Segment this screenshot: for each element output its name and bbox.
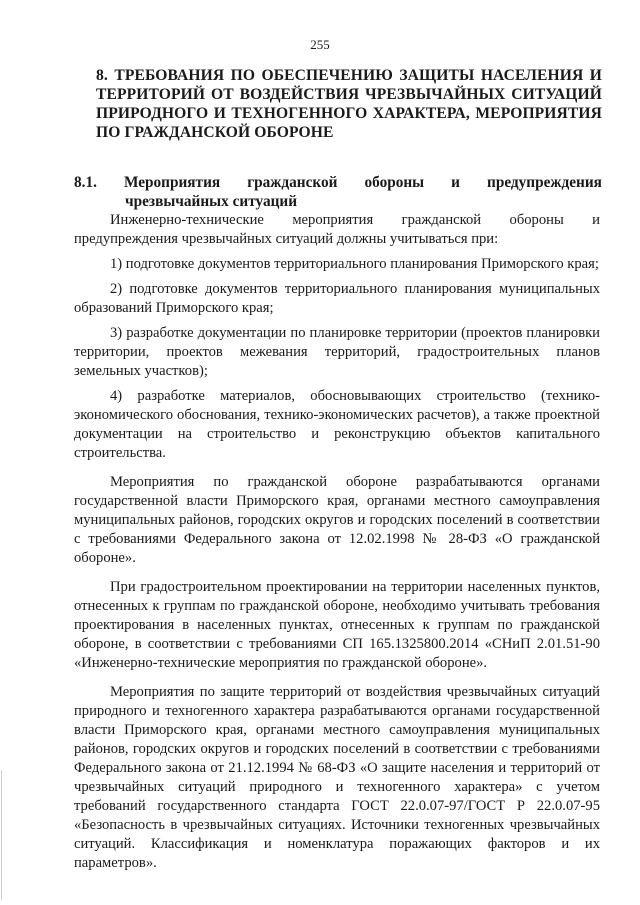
list-item: 3) разработке документации по планировке территории (проектов планировки территории, проектов межевания территорий, градостроительных планов земельных участков); bbox=[74, 325, 600, 379]
paragraph: При градостроительном проектировании на территории населенных пунктов, отнесенных к группам по гражданской обороне, необходимо учитывать требования проектирования в населенных пунктах, отнесенных к группам по гражданской обороне, в соответствии с требованиями СП 165.1325800.2014 «СНиП 2.01.51-90 «Инженерно-технические мероприятия по гражданской обороне». bbox=[74, 579, 600, 671]
list-item: 2) подготовке документов территориального планирования муниципальных образований Приморского края; bbox=[74, 281, 600, 316]
paragraph: Мероприятия по гражданской обороне разрабатываются органами государственной власти Приморского края, органами местного самоуправления муниципальных районов, городских округов и городских поселений в соответствии с требованиями Федерального закона от 12.02.1998 № 28-ФЗ «О гражданской обороне». bbox=[74, 474, 600, 566]
paragraph: Инженерно-технические мероприятия гражданской обороны и предупреждения чрезвычайных ситуаций должны учитываться при: bbox=[74, 212, 600, 247]
subsection-word: гражданской bbox=[247, 174, 338, 191]
scan-edge-line bbox=[1, 770, 2, 900]
list-item: 4) разработке материалов, обосновывающих строительство (технико-экономического обоснования, технико-экономических расчетов), а также проектной документации на строительство и реконструкцию объектов капитального строительства. bbox=[74, 388, 600, 461]
subsection-heading-line2: чрезвычайных ситуаций bbox=[125, 193, 298, 210]
section-heading: 8. ТРЕБОВАНИЯ ПО ОБЕСПЕЧЕНИЮ ЗАЩИТЫ НАСЕЛЕНИЯ И ТЕРРИТОРИЙ ОТ ВОЗДЕЙСТВИЯ ЧРЕЗВЫЧАЙНЫХ СИТУАЦИЙ ПРИРОДНОГО И ТЕХНОГЕННОГО ХАРАКТЕРА, МЕРОПРИЯТИЯ ПО ГРАЖДАНСКОЙ ОБОРОНЕ bbox=[96, 67, 602, 141]
subsection-word: Мероприятия bbox=[123, 174, 221, 191]
subsection-word: и bbox=[451, 174, 460, 191]
page-number: 255 bbox=[310, 37, 330, 52]
paragraph: Мероприятия по защите территорий от воздействия чрезвычайных ситуаций природного и техногенного характера разрабатываются органами государственной власти Приморского края, органами местного самоуправления муниципальных районов, городских округов и городских поселений в соответствии с требованиями Федерального закона от 21.12.1994 № 68-ФЗ «О защите населения и территорий от чрезвычайных ситуаций природного и техногенного характера» с учетом требований государственного стандарта ГОСТ 22.0.07-97/ГОСТ Р 22.0.07-95 «Безопасность в чрезвычайных ситуациях. Источники техногенных чрезвычайных ситуаций. Классификация и номенклатура поражающих факторов и их параметров». bbox=[74, 684, 600, 871]
subsection-word: предупреждения bbox=[487, 174, 602, 191]
subsection-word: обороны bbox=[364, 174, 425, 191]
subsection-number: 8.1. bbox=[74, 174, 97, 191]
body-text bbox=[74, 211, 600, 879]
subsection-heading bbox=[74, 173, 602, 211]
subsection-heading-line1 bbox=[74, 173, 602, 192]
list-item: 1) подготовке документов территориального планирования Приморского края; bbox=[110, 256, 599, 272]
